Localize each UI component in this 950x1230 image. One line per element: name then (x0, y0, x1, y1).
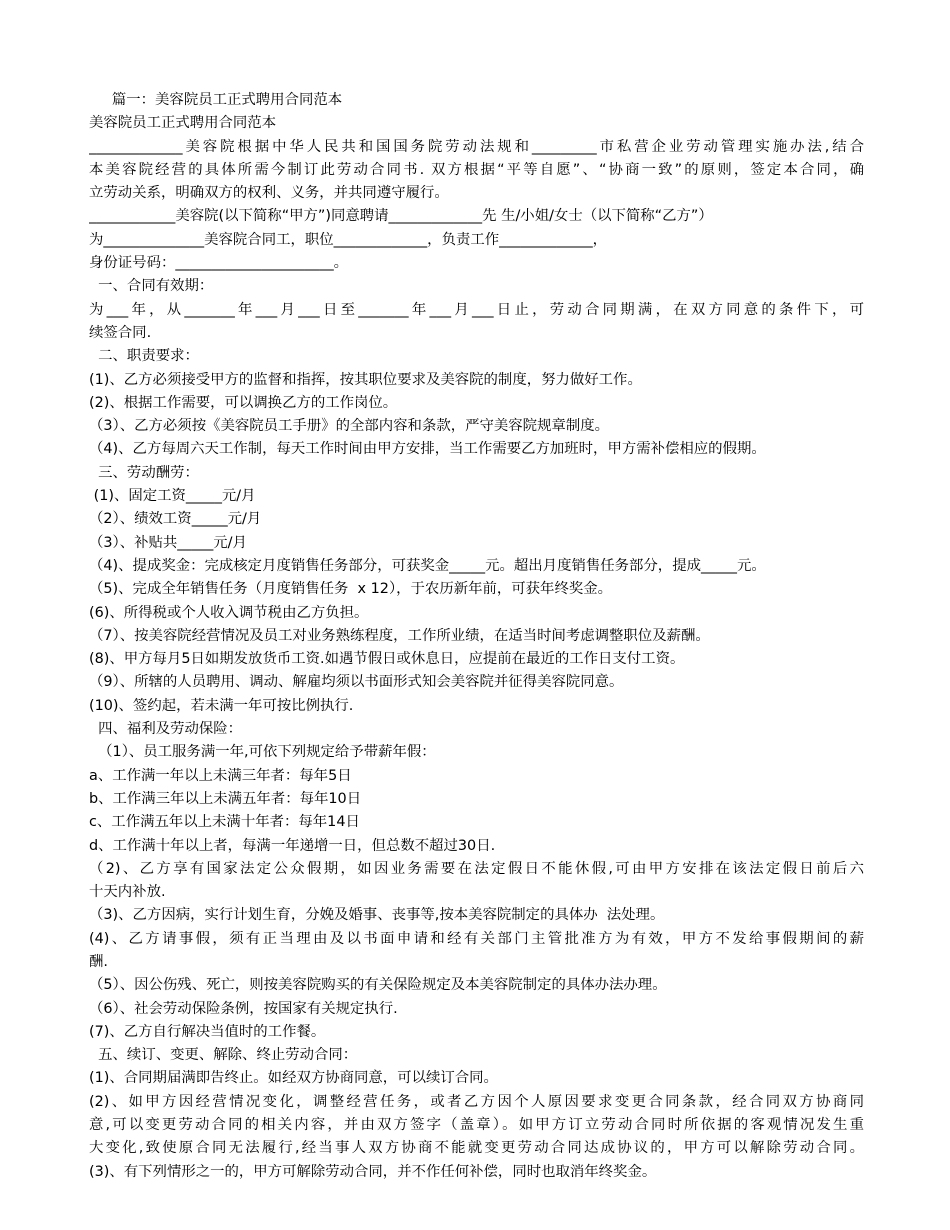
text-line: 篇一：美容院员工正式聘用合同范本 (89, 92, 343, 108)
text-line: （5)、完成全年销售任务（月度销售任务 x 12），于农历新年前，可获年终奖金。 (89, 581, 613, 598)
text-line: (3)、有下列情形之一的，甲方可解除劳动合同，并不作任何补偿，同时也取消年终奖金。 (89, 1163, 657, 1180)
text-line: （1）、员工服务满一年,可依下列规定给予带薪年假： (89, 744, 436, 761)
text-line: 为___年，从_______年___月___日至_______年___月___日止，劳动合同期满，在双方同意的条件下，可 (89, 301, 864, 318)
text-line: (4)、乙方请事假，须有正当理由及以书面申请和经有关部门主管批准方为有效，甲方不发给事假期间的薪 (89, 930, 864, 947)
text-line: （5）、因公伤残、死亡，则按美容院购买的有关保险规定及本美容院制定的具体办法办理。 (89, 977, 667, 994)
text-line: （3）、乙方必须按《美容院员工手册》的全部内容和条款，严守美容院规章制度。 (89, 418, 610, 435)
text-line: b、工作满三年以上未满五年者：每年10日 (89, 790, 362, 807)
text-line: （3)、乙方因病，实行计划生育，分娩及婚事、丧事等,按本美容院制定的具体办 法处理。 (89, 907, 665, 924)
text-line: (7)、乙方自行解决当值时的工作餐。 (89, 1023, 326, 1040)
text-line: （4)、乙方每周六天工作制，每天工作时间由甲方安排，当工作需要乙方加班时，甲方需补偿相应的假期。 (89, 441, 766, 458)
text-line: 美容院员工正式聘用合同范本 (89, 115, 277, 132)
text-line: c、工作满五年以上未满十年者：每年14日 (89, 814, 360, 831)
text-line: 身份证号码：______________________。 (89, 255, 349, 272)
text-line: (10)、签约起，若未满一年可按比例执行. (89, 697, 354, 714)
text-line: 意,可以变更劳动合同的相关内容，并由双方签字（盖章）。如甲方订立劳动合同时所依据的客观情况发生重 (89, 1117, 864, 1134)
text-line: 本美容院经营的具体所需今制订此劳动合同书. 双方根据“平等自愿”、“协商一致”的原则，签定本合同，确 (89, 161, 864, 178)
text-line: 酬. (89, 953, 108, 970)
text-line: （4)、提成奖金：完成核定月度销售任务部分，可获奖金_____元。超出月度销售任务部分，提成_____元。 (89, 557, 766, 574)
text-line: _____________美容院根据中华人民共和国国务院劳动法规和_________市私营企业劳动管理实施办法,结合 (89, 138, 864, 155)
text-line: 立劳动关系，明确双方的权利、义务，并共同遵守履行。 (89, 185, 449, 202)
contract-text (89, 89, 864, 1184)
text-line: (1)、乙方必须接受甲方的监督和指挥，按其职位要求及美容院的制度，努力做好工作。 (89, 371, 642, 388)
text-line: 大变化,致使原合同无法履行,经当事人双方协商不能就变更劳动合同达成协议的，甲方可以解除劳动合同。 (89, 1140, 864, 1157)
text-line: (8)、甲方每月5日如期发放货币工资.如遇节假日或休息日，应提前在最近的工作日支付工资。 (89, 651, 685, 668)
text-line: (1)、固定工资_____元/月 (89, 488, 256, 505)
text-line: d、工作满十年以上者，每满一年递增一日，但总数不超过30日. (89, 837, 496, 854)
text-line: 五、续订、变更、解除、终止劳动合同： (89, 1047, 358, 1064)
text-line: （7）、按美容院经营情况及员工对业务熟练程度，工作所业绩，在适当时间考虑调整职位及薪酬。 (89, 627, 710, 644)
text-line: ____________美容院(以下简称“甲方”)同意聘请_____________先 生/小姐/女士（以下简称“乙方”） (89, 208, 713, 225)
text-line: （2)、乙方享有国家法定公众假期，如因业务需要在法定假日不能休假,可由甲方安排在该法定假日前后六 (89, 860, 864, 877)
text-line: 三、劳动酬劳： (89, 464, 199, 481)
text-line: (2)、如甲方因经营情况变化，调整经营任务，或者乙方因个人原因要求变更合同条款，经合同双方协商同 (89, 1093, 864, 1110)
text-line: a、工作满一年以上未满三年者：每年5日 (89, 767, 352, 784)
text-line: 一、合同有效期： (89, 278, 214, 295)
text-line: 四、福利及劳动保险： (89, 721, 243, 738)
text-line: 为______________美容院合同工，职位_____________，负责工作_____________， (89, 231, 608, 248)
text-line: （6）、社会劳动保险条例，按国家有关规定执行. (89, 1000, 398, 1017)
text-line: 十天内补放. (89, 884, 166, 901)
text-line: （2）、绩效工资_____元/月 (89, 511, 262, 528)
text-line: (2)、根据工作需要，可以调换乙方的工作岗位。 (89, 394, 398, 411)
text-line: 二、职责要求： (89, 348, 199, 365)
text-line: （9）、所辖的人员聘用、调动、解雇均须以书面形式知会美容院并征得美容院同意。 (89, 674, 624, 691)
text-line: (1)、合同期届满即告终止。如经双方协商同意，可以续订合同。 (89, 1070, 498, 1087)
text-line: 续签合同. (89, 324, 152, 341)
text-line: (6)、所得税或个人收入调节税由乙方负担。 (89, 604, 369, 621)
text-line: （3）、补贴共_____元/月 (89, 534, 247, 551)
